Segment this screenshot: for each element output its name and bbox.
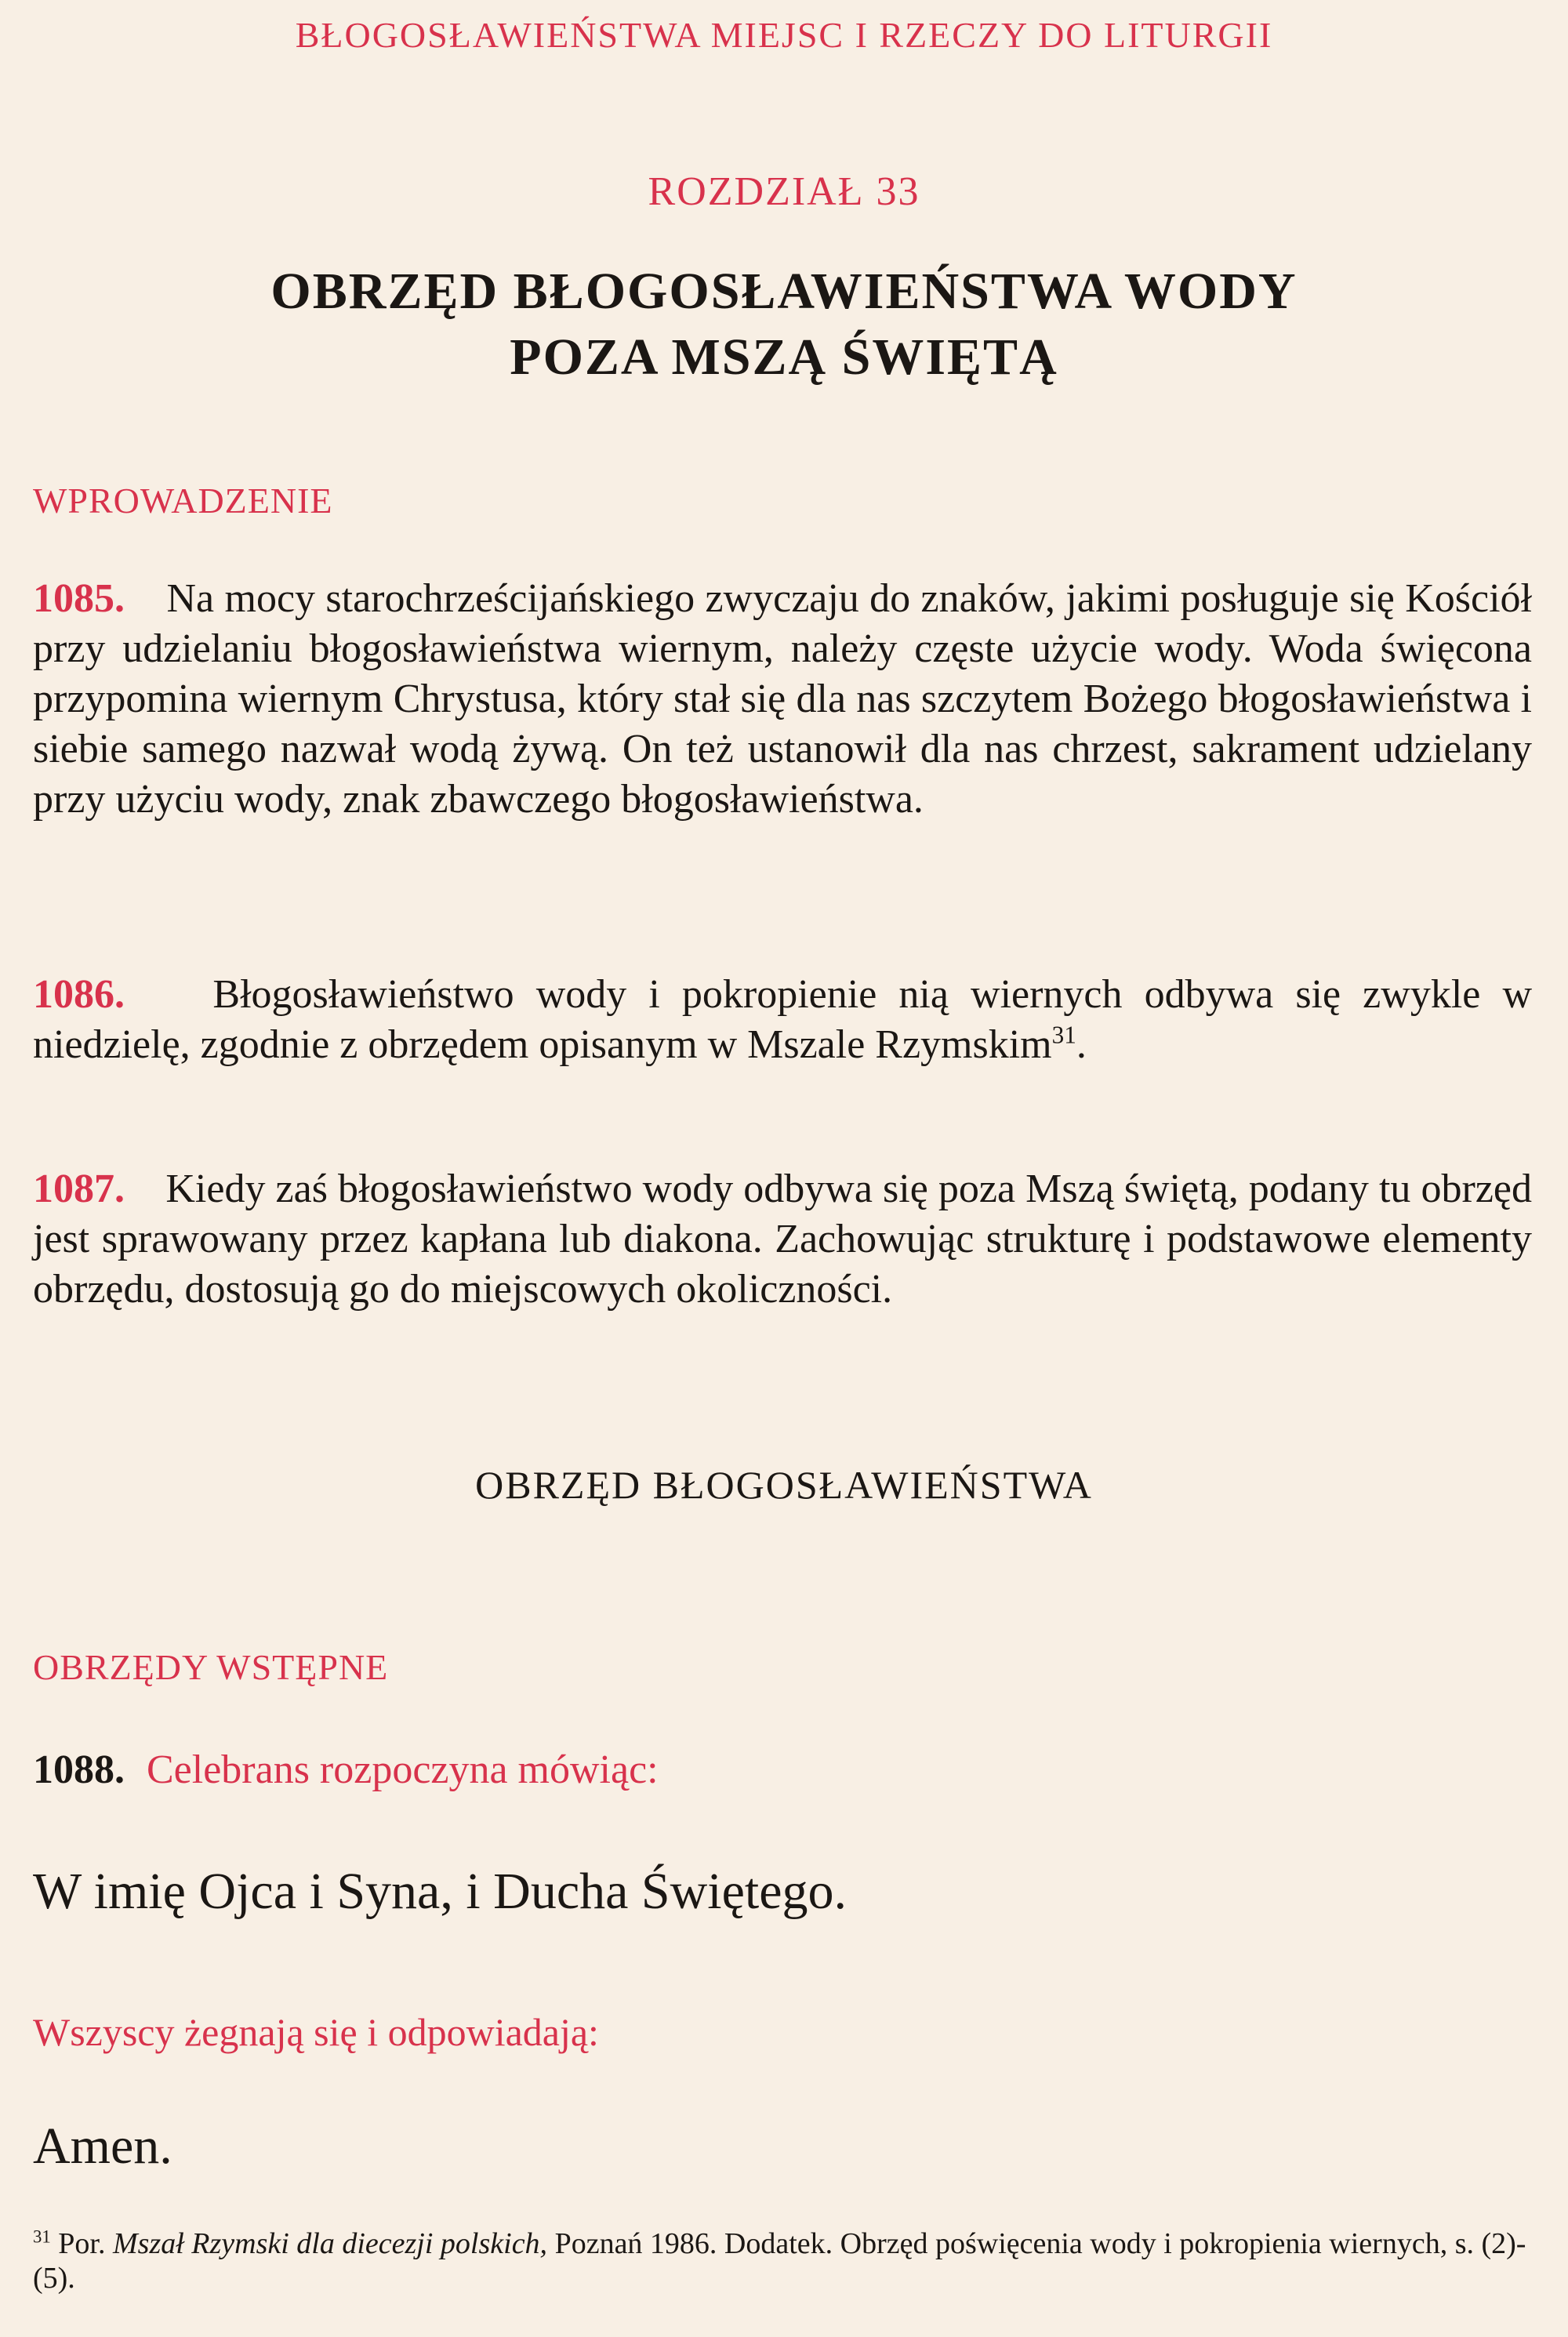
chapter-title-line-1: OBRZĘD BŁOGOSŁAWIEŃSTWA WODY <box>270 263 1298 320</box>
paragraph-1086 <box>33 970 1532 1070</box>
rubric-text: Celebrans rozpoczyna mówiąc: <box>147 1747 659 1792</box>
chapter-title-line-2: POZA MSZĄ ŚWIĘTĄ <box>510 328 1058 386</box>
paragraph-text: Błogosławieństwo wody i pokropienie nią wiernych odbywa się zwykle w niedzielę, zgodnie z obrzędem opisanym w Mszale Rzymskim <box>33 972 1532 1067</box>
footnote-rest: Poznań 1986. Dodatek. Obrzęd poświęcenia wody i pokropienia wiernych, s. (2)-(5). <box>33 2227 1526 2295</box>
paragraph-number: 1088. <box>33 1747 125 1792</box>
footnote-reference: 31 <box>1051 1021 1076 1049</box>
intro-heading: WPROWADZENIE <box>33 481 333 521</box>
footnote-prefix: Por. <box>58 2227 106 2260</box>
paragraph-1085 <box>33 574 1532 825</box>
chapter-label: ROZDZIAŁ 33 <box>648 169 920 214</box>
running-head: BŁOGOSŁAWIEŃSTWA MIEJSC I RZECZY DO LITURGII <box>295 15 1273 55</box>
paragraph-text: Kiedy zaś błogosławieństwo wody odbywa się poza Mszą świętą, podany tu obrzęd jest sprawowany przez kapłana lub diakona. Zachowując strukturę i podstawowe elementy obrzędu, dostosują go do miejscowych okoliczności. <box>33 1167 1532 1312</box>
footnote-number: 31 <box>33 2226 51 2247</box>
opening-rites-heading: OBRZĘDY WSTĘPNE <box>33 1647 389 1687</box>
sign-of-cross-formula: W imię Ojca i Syna, i Ducha Świętego. <box>33 1863 848 1920</box>
response-rubric: Wszyscy żegnają się i odpowiadają: <box>33 2010 599 2054</box>
footnote <box>33 2226 1532 2295</box>
chapter-title <box>0 259 1568 390</box>
footnote-source-title: Mszał Rzymski dla diecezji polskich, <box>113 2227 548 2260</box>
paragraph-1088 <box>33 1747 659 1793</box>
rite-heading: OBRZĘD BŁOGOSŁAWIEŃSTWA <box>475 1463 1093 1507</box>
paragraph-number: 1085. <box>33 576 125 621</box>
paragraph-number: 1087. <box>33 1167 125 1211</box>
paragraph-1087 <box>33 1164 1532 1315</box>
paragraph-text: Na mocy starochrześcijańskiego zwyczaju do znaków, jakimi posługuje się Kościół przy udzielaniu błogosławieństwa wiernym, należy częste użycie wody. Woda święcona przypomina wiernym Chrystusa, który stał się dla nas szczytem Bożego błogosławieństwa i siebie samego nazwał wodą żywą. On też ustanowił dla nas chrzest, sakrament udzielany przy użyciu wody, znak zbawczego błogosławieństwa. <box>33 576 1532 822</box>
paragraph-end: . <box>1076 1022 1087 1067</box>
paragraph-number: 1086. <box>33 972 125 1017</box>
response-amen: Amen. <box>33 2117 172 2175</box>
